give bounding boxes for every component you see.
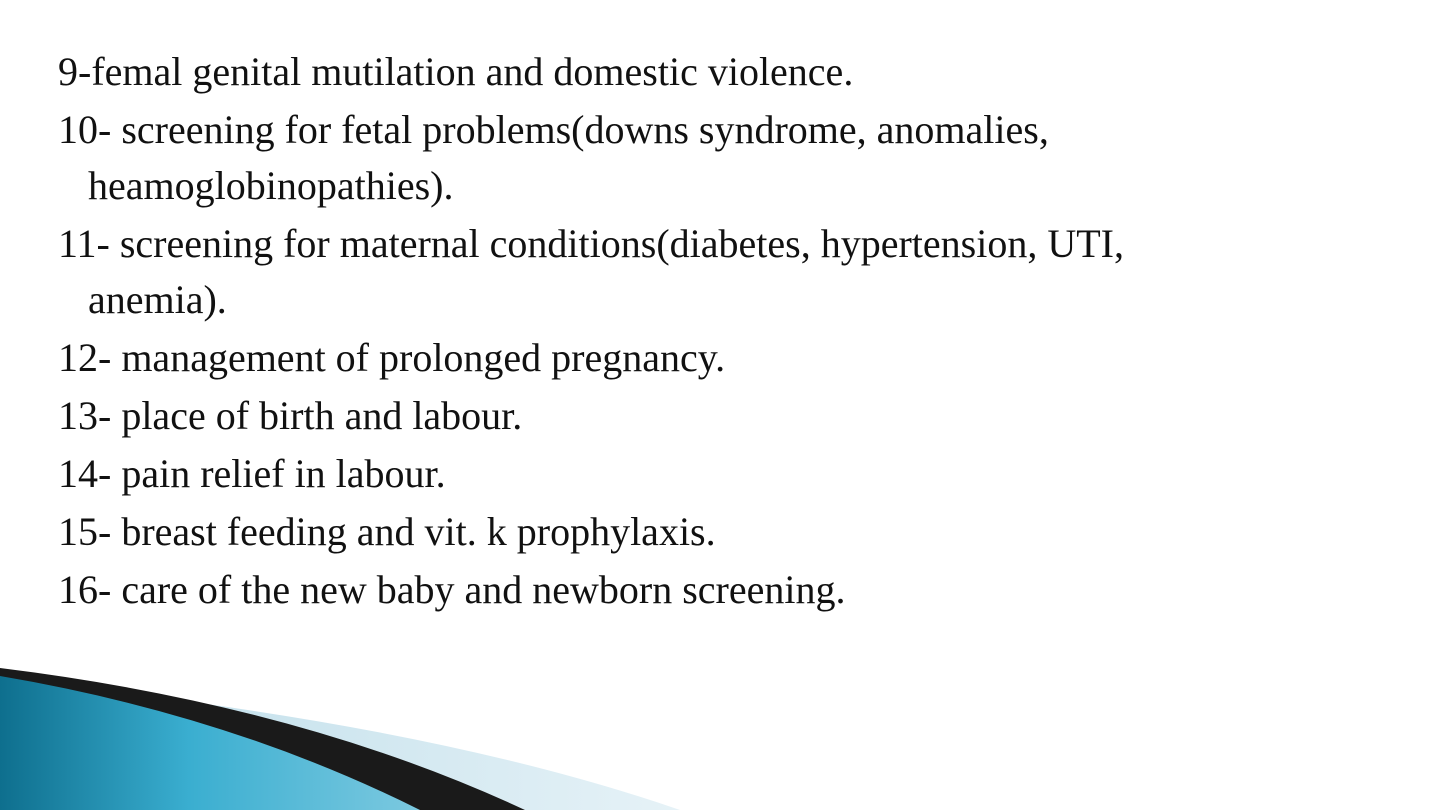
bullet-list — [58, 44, 1158, 620]
list-item: 10- screening for fetal problems(downs syndrome, anomalies, heamoglobinopathies). — [58, 107, 1049, 208]
list-item: 15- breast feeding and vit. k prophylaxis. — [58, 509, 716, 554]
list-item: 14- pain relief in labour. — [58, 451, 446, 496]
list-item: 13- place of birth and labour. — [58, 393, 523, 438]
list-item: 11- screening for maternal conditions(diabetes, hypertension, UTI, anemia). — [58, 221, 1124, 322]
list-item: 16- care of the new baby and newborn screening. — [58, 567, 846, 612]
list-item: 12- management of prolonged pregnancy. — [58, 335, 726, 380]
list-item: 9-femal genital mutilation and domestic violence. — [58, 49, 854, 94]
